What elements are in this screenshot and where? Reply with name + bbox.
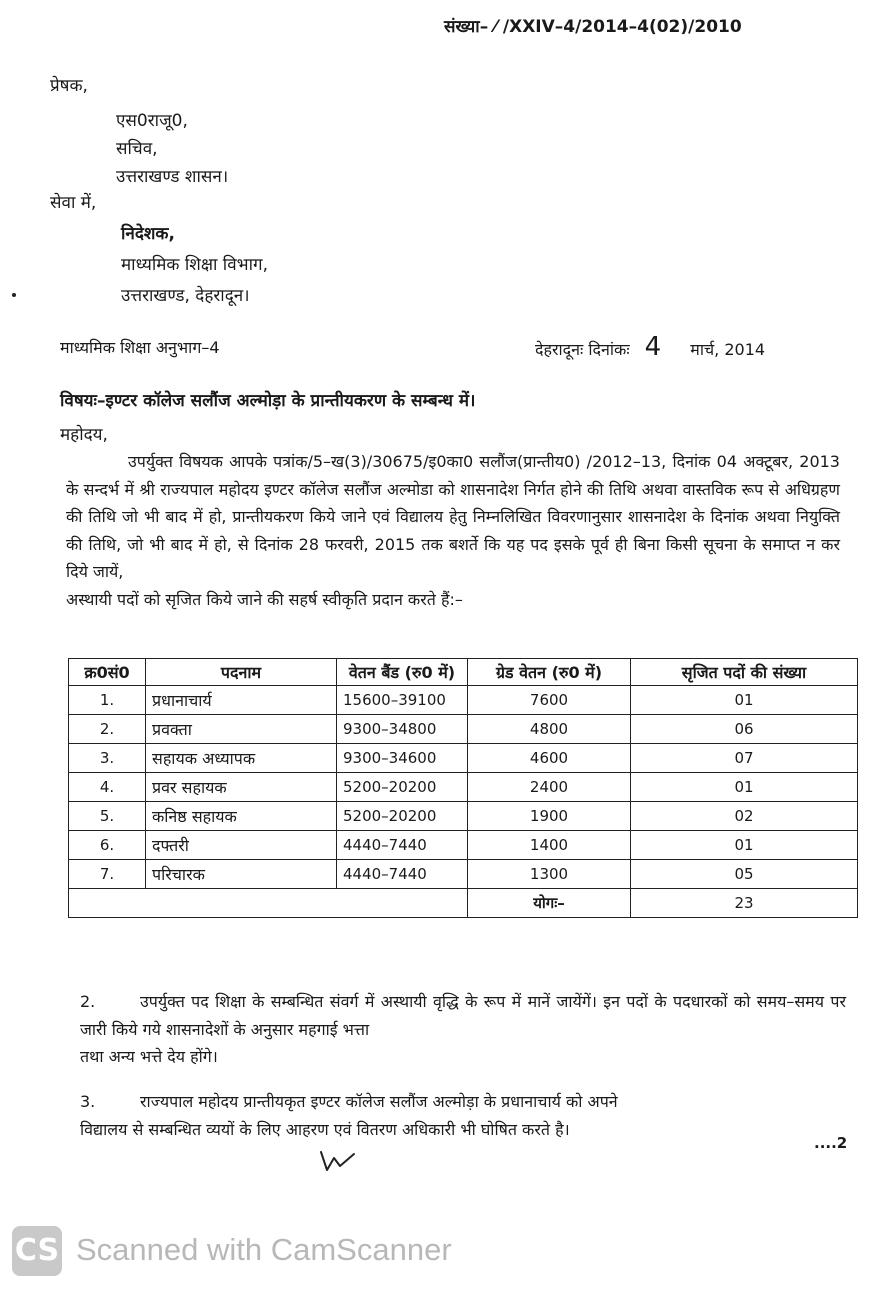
date-day: 4 <box>644 332 662 362</box>
date-month-year: मार्च, 2014 <box>690 340 766 359</box>
cell-grade-pay: 4600 <box>468 744 631 773</box>
body-paragraph-1-last-line: अस्थायी पदों को सृजित किये जाने की सहर्ष स्वीकृति प्रदान करते हैं:– <box>66 589 463 609</box>
cell-pay-band: 5200–20200 <box>337 773 468 802</box>
table-total-row <box>69 889 858 918</box>
body-paragraph-2 <box>80 988 846 1071</box>
cell-grade-pay: 1300 <box>468 860 631 889</box>
cell-serial: 3. <box>69 744 146 773</box>
header-grade-pay: ग्रेड वेतन (रु0 में) <box>468 659 631 686</box>
para3-last-line: विद्यालय से सम्बन्धित व्ययों के लिए आहरण एवं वितरण अधिकारी भी घोषित करते है। <box>80 1119 570 1139</box>
table-row <box>69 715 858 744</box>
cell-post-count: 01 <box>631 773 858 802</box>
recipient-department: माध्यमिक शिक्षा विभाग, <box>121 255 268 275</box>
cell-serial: 4. <box>69 773 146 802</box>
reference-number: संख्या– ⁄ /XXIV–4/2014–4(02)/2010 <box>444 17 742 37</box>
para3-number: 3. <box>80 1092 96 1111</box>
table-row <box>69 860 858 889</box>
cell-post-name: दफ्तरी <box>146 831 337 860</box>
table-row <box>69 744 858 773</box>
posts-table <box>68 658 858 918</box>
cell-post-count: 01 <box>631 686 858 715</box>
para3-text: राज्यपाल महोदय प्रान्तीयकृत इण्टर कॉलेज सलौंज अल्मोड़ा के प्रधानाचार्य को अपने <box>140 1092 618 1111</box>
cell-post-count: 07 <box>631 744 858 773</box>
cell-serial: 2. <box>69 715 146 744</box>
cell-pay-band: 4440–7440 <box>337 831 468 860</box>
recipient-designation: निदेशक, <box>121 224 175 244</box>
cell-grade-pay: 1900 <box>468 802 631 831</box>
table-row <box>69 773 858 802</box>
cell-post-count: 05 <box>631 860 858 889</box>
cell-grade-pay: 1400 <box>468 831 631 860</box>
cell-post-name: कनिष्ठ सहायक <box>146 802 337 831</box>
cell-pay-band: 9300–34600 <box>337 744 468 773</box>
cell-post-count: 06 <box>631 715 858 744</box>
cell-post-name: सहायक अध्यापक <box>146 744 337 773</box>
cell-post-name: प्रधानाचार्य <box>146 686 337 715</box>
sender-office: उत्तराखण्ड शासन। <box>116 167 229 187</box>
para2-last-line: तथा अन्य भत्ते देय होंगे। <box>80 1047 218 1066</box>
cell-grade-pay: 2400 <box>468 773 631 802</box>
cell-grade-pay: 4800 <box>468 715 631 744</box>
cell-grade-pay: 7600 <box>468 686 631 715</box>
cell-post-name: परिचारक <box>146 860 337 889</box>
body-paragraph-3 <box>80 1088 846 1143</box>
header-post-count: सृजित पदों की संख्या <box>631 659 858 686</box>
scan-dot <box>12 293 16 297</box>
header-pay-band: वेतन बैंड (रु0 में) <box>337 659 468 686</box>
body-paragraph-1-text: उपर्युक्त विषयक आपके पत्रांक/5–ख(3)/30675/इ0का0 सलौंज(प्रान्तीय0) /2012–13, दिनांक 04 अक्टूबर, 2013 के सन्दर्भ में श्री राज्यपाल महोदय इण्टर कॉलेज सलौंज अल्मोडा को शासनादेश निर्गत होने की तिथि अथवा वास्तविक रूप से अधिग्रहण की तिथि जो भी बाद में हो, प्रान्तीयकरण किये जाने एवं विद्यालय हेतु निम्नलिखित विवरणानुसार शासनादेश के दिनांक अथवा नियुक्ति की तिथि, जो भी बाद में हो, से दिनांक 28 फरवरी, 2015 तक बशर्ते कि यह पद इसके पूर्व ही बिना किसी सूचना के समाप्त न कर दिये जायें, <box>66 452 840 581</box>
total-label: योगः– <box>468 889 631 918</box>
handwritten-initials <box>318 1146 358 1176</box>
header-post-name: पदनाम <box>146 659 337 686</box>
section-name: माध्यमिक शिक्षा अनुभाग–4 <box>60 338 220 357</box>
date-prefix: देहरादूनः दिनांकः <box>535 340 630 359</box>
cell-serial: 6. <box>69 831 146 860</box>
total-row-blank <box>69 889 468 918</box>
subject-line: विषयः–इण्टर कॉलेज सलौंज अल्मोड़ा के प्रान्तीयकरण के सम्बन्ध में। <box>60 391 476 411</box>
cell-pay-band: 5200–20200 <box>337 802 468 831</box>
cell-pay-band: 4440–7440 <box>337 860 468 889</box>
total-value: 23 <box>631 889 858 918</box>
cell-post-name: प्रवर सहायक <box>146 773 337 802</box>
header-serial: क्र0सं0 <box>69 659 146 686</box>
salutation: महोदय, <box>60 425 108 445</box>
sender-designation: सचिव, <box>116 139 158 159</box>
table-row <box>69 831 858 860</box>
cell-pay-band: 9300–34800 <box>337 715 468 744</box>
cell-serial: 1. <box>69 686 146 715</box>
sender-label: प्रेषक, <box>50 76 88 96</box>
camscanner-watermark-text: Scanned with CamScanner <box>76 1232 452 1267</box>
recipient-location: उत्तराखण्ड, देहरादून। <box>121 286 250 306</box>
cell-post-count: 02 <box>631 802 858 831</box>
cell-post-name: प्रवक्ता <box>146 715 337 744</box>
table-header-row <box>69 659 858 686</box>
page-continuation: ....2 <box>814 1134 848 1152</box>
cell-serial: 5. <box>69 802 146 831</box>
body-paragraph-1 <box>66 448 840 613</box>
para2-text: उपर्युक्त पद शिक्षा के सम्बन्धित संवर्ग में अस्थायी वृद्धि के रूप में मानें जायेंगें। इन पदों के पदधारकों को समय–समय पर जारी किये गये शासनादेशों के अनुसार महगाई भत्ता <box>80 992 846 1039</box>
table-row <box>69 686 858 715</box>
date-line <box>535 332 765 362</box>
camscanner-logo-icon: CS <box>12 1226 62 1276</box>
cell-serial: 7. <box>69 860 146 889</box>
sender-name: एस0राजू0, <box>116 111 188 131</box>
para2-number: 2. <box>80 992 96 1011</box>
table-row <box>69 802 858 831</box>
cell-post-count: 01 <box>631 831 858 860</box>
recipient-label: सेवा में, <box>50 193 97 213</box>
cell-pay-band: 15600–39100 <box>337 686 468 715</box>
